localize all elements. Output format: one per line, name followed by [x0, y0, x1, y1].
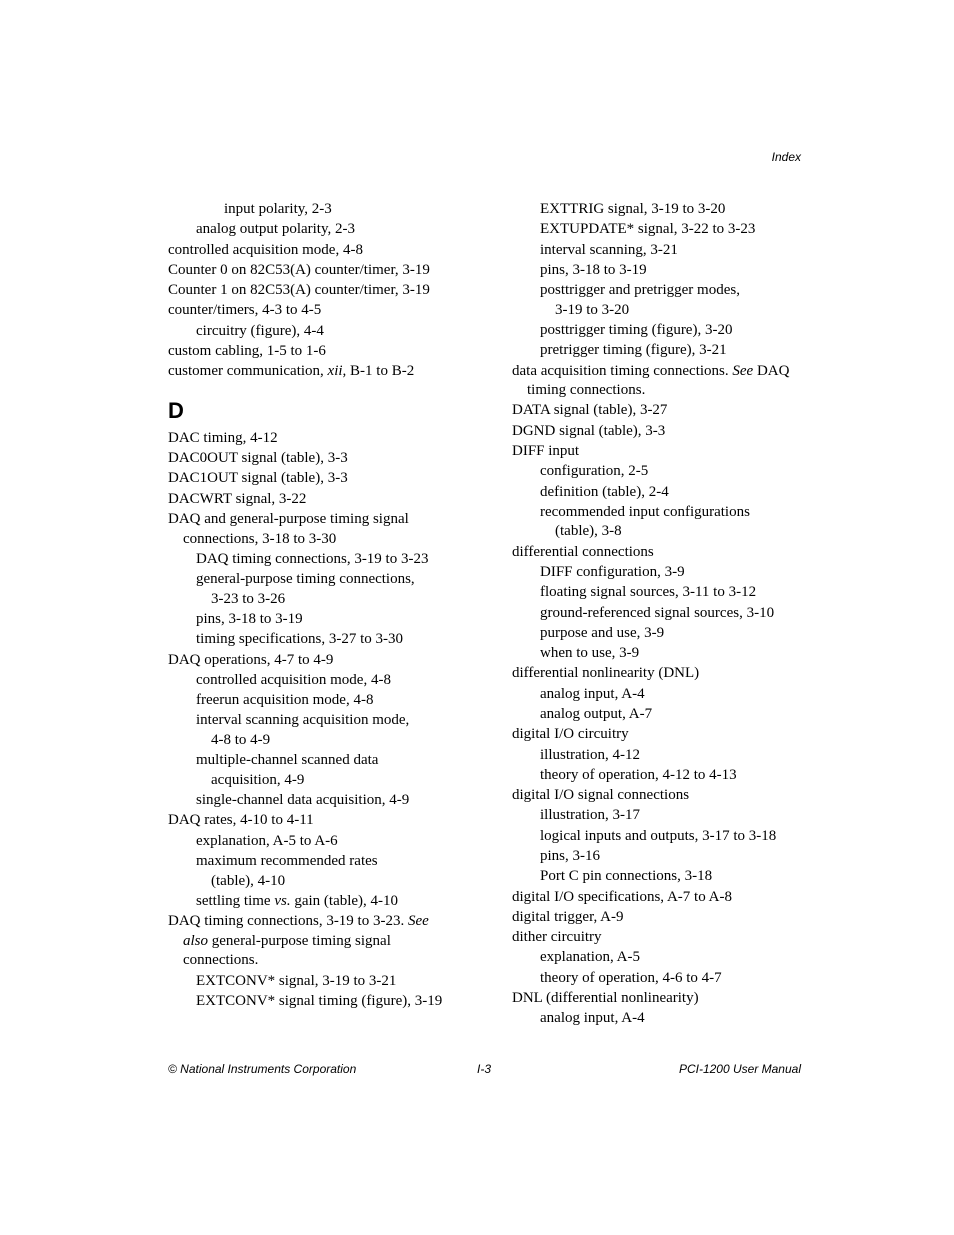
- index-subentry: settling time vs. gain (table), 4-10: [196, 892, 399, 909]
- index-entry: digital trigger, A-9: [512, 908, 624, 925]
- index-entry: DAQ and general-purpose timing signal connections, 3-18 to 3-30: [168, 510, 409, 547]
- index-section-heading: D: [168, 397, 184, 423]
- footer-copyright: © National Instruments Corporation: [168, 1062, 357, 1076]
- index-subentry: pins, 3-16: [540, 847, 600, 864]
- index-entry: digital I/O circuitry: [512, 726, 629, 743]
- index-entry: digital I/O specifications, A-7 to A-8: [512, 888, 732, 905]
- index-entry: custom cabling, 1-5 to 1-6: [168, 342, 326, 359]
- index-subentry: analog input, A-4: [540, 1010, 645, 1027]
- index-entry: DACWRT signal, 3-22: [168, 490, 307, 507]
- index-subentry: interval scanning acquisition mode, 4-8 to 4-9: [196, 712, 410, 748]
- index-subentry: EXTCONV* signal timing (figure), 3-19: [196, 992, 443, 1009]
- index-entry: DIFF input: [512, 443, 580, 459]
- index-subentry: EXTUPDATE* signal, 3-22 to 3-23: [540, 221, 756, 238]
- index-subentry: DIFF configuration, 3-9: [540, 564, 685, 580]
- index-subentry: input polarity, 2-3: [224, 201, 332, 217]
- index-subentry: theory of operation, 4-12 to 4-13: [540, 766, 737, 783]
- index-entry: DATA signal (table), 3-27: [512, 402, 668, 419]
- index-subentry: posttrigger and pretrigger modes, 3-19 to 3-20: [540, 282, 740, 318]
- index-column-left: [168, 200, 468, 1012]
- index-entry: Counter 1 on 82C53(A) counter/timer, 3-19: [168, 282, 430, 299]
- index-subentry: general-purpose timing connections, 3-23 to 3-26: [196, 571, 415, 607]
- index-subentry: illustration, 4-12: [540, 746, 640, 763]
- index-subentry: analog output, A-7: [540, 705, 653, 722]
- index-entry: DAC0OUT signal (table), 3-3: [168, 450, 348, 467]
- index-subentry: analog output polarity, 2-3: [196, 221, 355, 238]
- index-subentry: multiple-channel scanned data acquisition, 4-9: [196, 752, 379, 788]
- index-subentry: explanation, A-5: [540, 949, 640, 966]
- index-column-right: [512, 200, 812, 1029]
- index-subentry: analog input, A-4: [540, 685, 645, 702]
- index-entry: customer communication, xii, B-1 to B-2: [168, 363, 415, 380]
- index-entry: digital I/O signal connections: [512, 787, 690, 804]
- index-subentry: illustration, 3-17: [540, 807, 640, 824]
- index-entry: DAC timing, 4-12: [168, 429, 278, 446]
- index-entry: controlled acquisition mode, 4-8: [168, 241, 363, 258]
- index-subentry: configuration, 2-5: [540, 463, 649, 480]
- footer-page-number: I-3: [477, 1062, 492, 1076]
- index-subentry: floating signal sources, 3-11 to 3-12: [540, 584, 757, 601]
- index-subentry: explanation, A-5 to A-6: [196, 832, 338, 849]
- index-subentry: theory of operation, 4-6 to 4-7: [540, 969, 722, 986]
- index-entry: differential nonlinearity (DNL): [512, 665, 700, 682]
- index-subentry: EXTTRIG signal, 3-19 to 3-20: [540, 201, 726, 217]
- index-subentry: definition (table), 2-4: [540, 483, 669, 500]
- index-subentry: logical inputs and outputs, 3-17 to 3-18: [540, 827, 777, 844]
- index-subentry: posttrigger timing (figure), 3-20: [540, 322, 733, 338]
- index-subentry: ground-referenced signal sources, 3-10: [540, 604, 775, 621]
- index-entry: Counter 0 on 82C53(A) counter/timer, 3-19: [168, 261, 430, 278]
- index-entry: DAQ operations, 4-7 to 4-9: [168, 651, 334, 668]
- index-subentry: controlled acquisition mode, 4-8: [196, 671, 391, 688]
- index-entry: DNL (differential nonlinearity): [512, 989, 699, 1006]
- index-subentry: DAQ timing connections, 3-19 to 3-23: [196, 550, 429, 567]
- index-entry: DAQ rates, 4-10 to 4-11: [168, 812, 314, 829]
- index-entry: DGND signal (table), 3-3: [512, 422, 666, 439]
- index-subentry: pins, 3-18 to 3-19: [196, 611, 303, 627]
- index-entry: DAC1OUT signal (table), 3-3: [168, 470, 348, 487]
- index-entry: dither circuitry: [512, 929, 602, 946]
- running-header: Index: [771, 150, 801, 164]
- index-subentry: freerun acquisition mode, 4-8: [196, 692, 374, 709]
- index-subentry: maximum recommended rates (table), 4-10: [196, 853, 378, 889]
- index-entry: data acquisition timing connections. See DAQ timing connections.: [512, 362, 790, 399]
- index-subentry: pins, 3-18 to 3-19: [540, 261, 647, 278]
- index-subentry: EXTCONV* signal, 3-19 to 3-21: [196, 972, 397, 989]
- index-subentry: single-channel data acquisition, 4-9: [196, 792, 410, 809]
- index-subentry: when to use, 3-9: [540, 645, 640, 662]
- index-subentry: circuitry (figure), 4-4: [196, 322, 324, 339]
- index-subentry: purpose and use, 3-9: [540, 624, 665, 641]
- index-subentry: pretrigger timing (figure), 3-21: [540, 342, 727, 359]
- index-subentry: Port C pin connections, 3-18: [540, 868, 713, 885]
- index-entry: counter/timers, 4-3 to 4-5: [168, 302, 322, 319]
- index-subentry: recommended input configurations (table), 3-8: [540, 503, 750, 540]
- index-subentry: timing specifications, 3-27 to 3-30: [196, 631, 404, 648]
- footer-manual-title: PCI-1200 User Manual: [678, 1062, 801, 1076]
- index-entry: DAQ timing connections, 3-19 to 3-23. See also general-purpose timing signal connections.: [168, 913, 429, 969]
- index-entry: differential connections: [512, 543, 654, 560]
- index-subentry: interval scanning, 3-21: [540, 241, 678, 258]
